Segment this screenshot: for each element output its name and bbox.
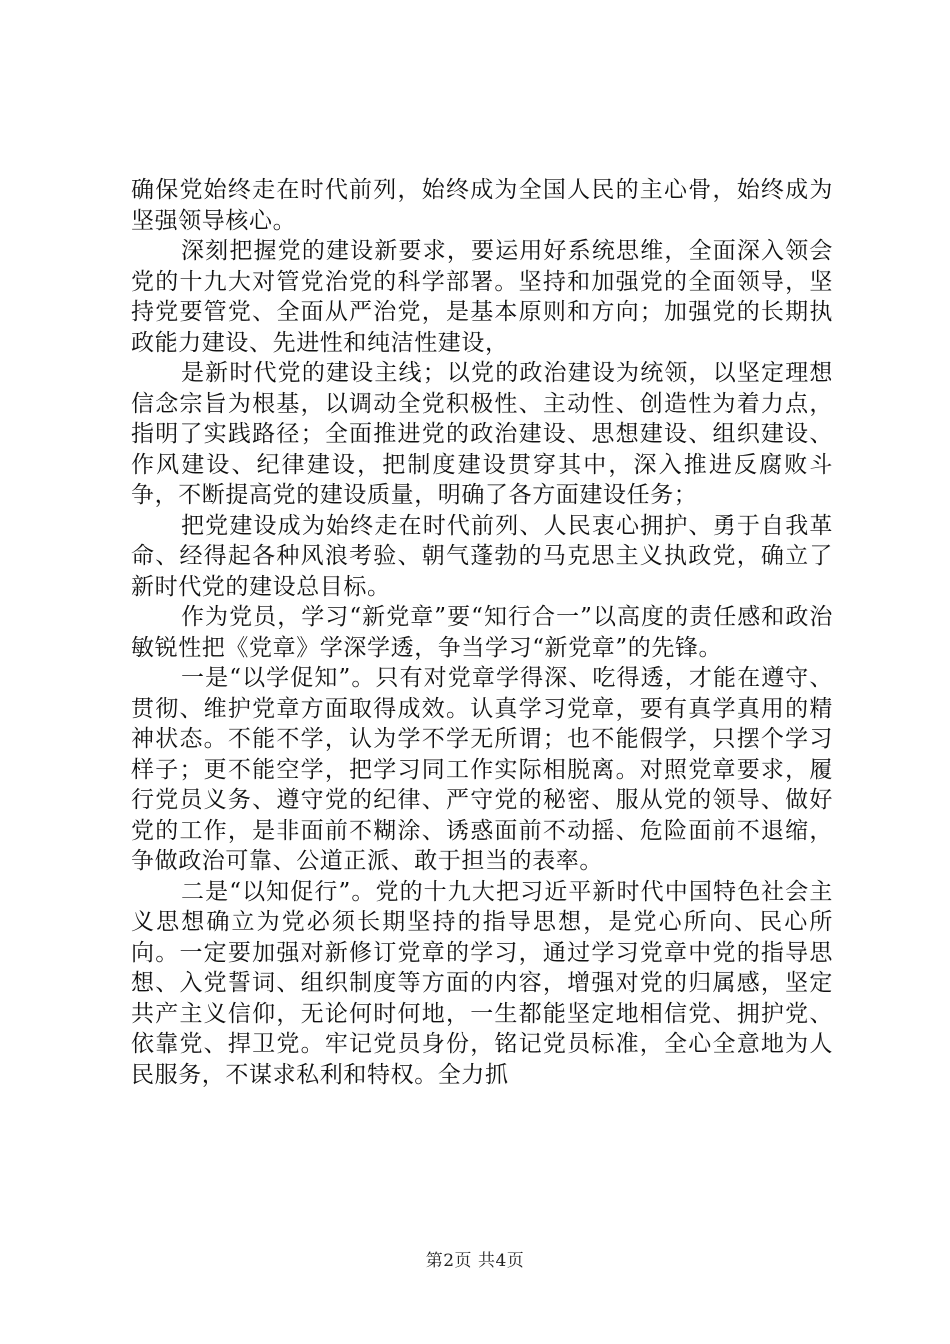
paragraph-2: 深刻把握党的建设新要求，要运用好系统思维，全面深入领会党的十九大对管党治党的科学部署。坚持和加强党的全面领导，坚持党要管党、全面从严治党，是基本原则和方向；加强党的长期执政能力建设、先进性和纯洁性建设， [131, 238, 833, 356]
paragraph-4: 把党建设成为始终走在时代前列、人民衷心拥护、勇于自我革命、经得起各种风浪考验、朝气蓬勃的马克思主义执政党，确立了新时代党的建设总目标。 [131, 512, 833, 600]
page-number-footer: 第2页 共4页 [425, 1251, 525, 1271]
paragraph-6: 一是“以学促知”。只有对党章学得深、吃得透，才能在遵守、贯彻、维护党章方面取得成效。认真学习党章，要有真学真用的精神状态。不能不学，认为学不学无所谓；也不能假学，只摆个学习样子；更不能空学，把学习同工作实际相脱离。对照党章要求，履行党员义务、遵守党的纪律、严守党的秘密、服从党的领导、做好党的工作，是非面前不糊涂、诱惑面前不动摇、危险面前不退缩，争做政治可靠、公道正派、敢于担当的表率。 [131, 665, 833, 874]
paragraph-3: 是新时代党的建设主线；以党的政治建设为统领，以坚定理想信念宗旨为根基，以调动全党积极性、主动性、创造性为着力点，指明了实践路径；全面推进党的政治建设、思想建设、组织建设、作风建设、纪律建设，把制度建设贯穿其中，深入推进反腐败斗争，不断提高党的建设质量，明确了各方面建设任务； [131, 360, 833, 508]
document-body [131, 175, 833, 1090]
paragraph-7: 二是“以知促行”。党的十九大把习近平新时代中国特色社会主义思想确立为党必须长期坚持的指导思想，是党心所向、民心所向。一定要加强对新修订党章的学习，通过学习党章中党的指导思想、入党誓词、组织制度等方面的内容，增强对党的归属感，坚定共产主义信仰，无论何时何地，一生都能坚定地相信党、拥护党、依靠党、捍卫党。牢记党员身份，铭记党员标准，全心全意地为人民服务，不谋求私利和特权。全力抓 [131, 878, 833, 1088]
paragraph-5: 作为党员，学习“新党章”要“知行合一”以高度的责任感和政治敏锐性把《党章》学深学透，争当学习“新党章”的先锋。 [131, 604, 833, 661]
paragraph-1: 确保党始终走在时代前列，始终成为全国人民的主心骨，始终成为坚强领导核心。 [131, 177, 833, 234]
